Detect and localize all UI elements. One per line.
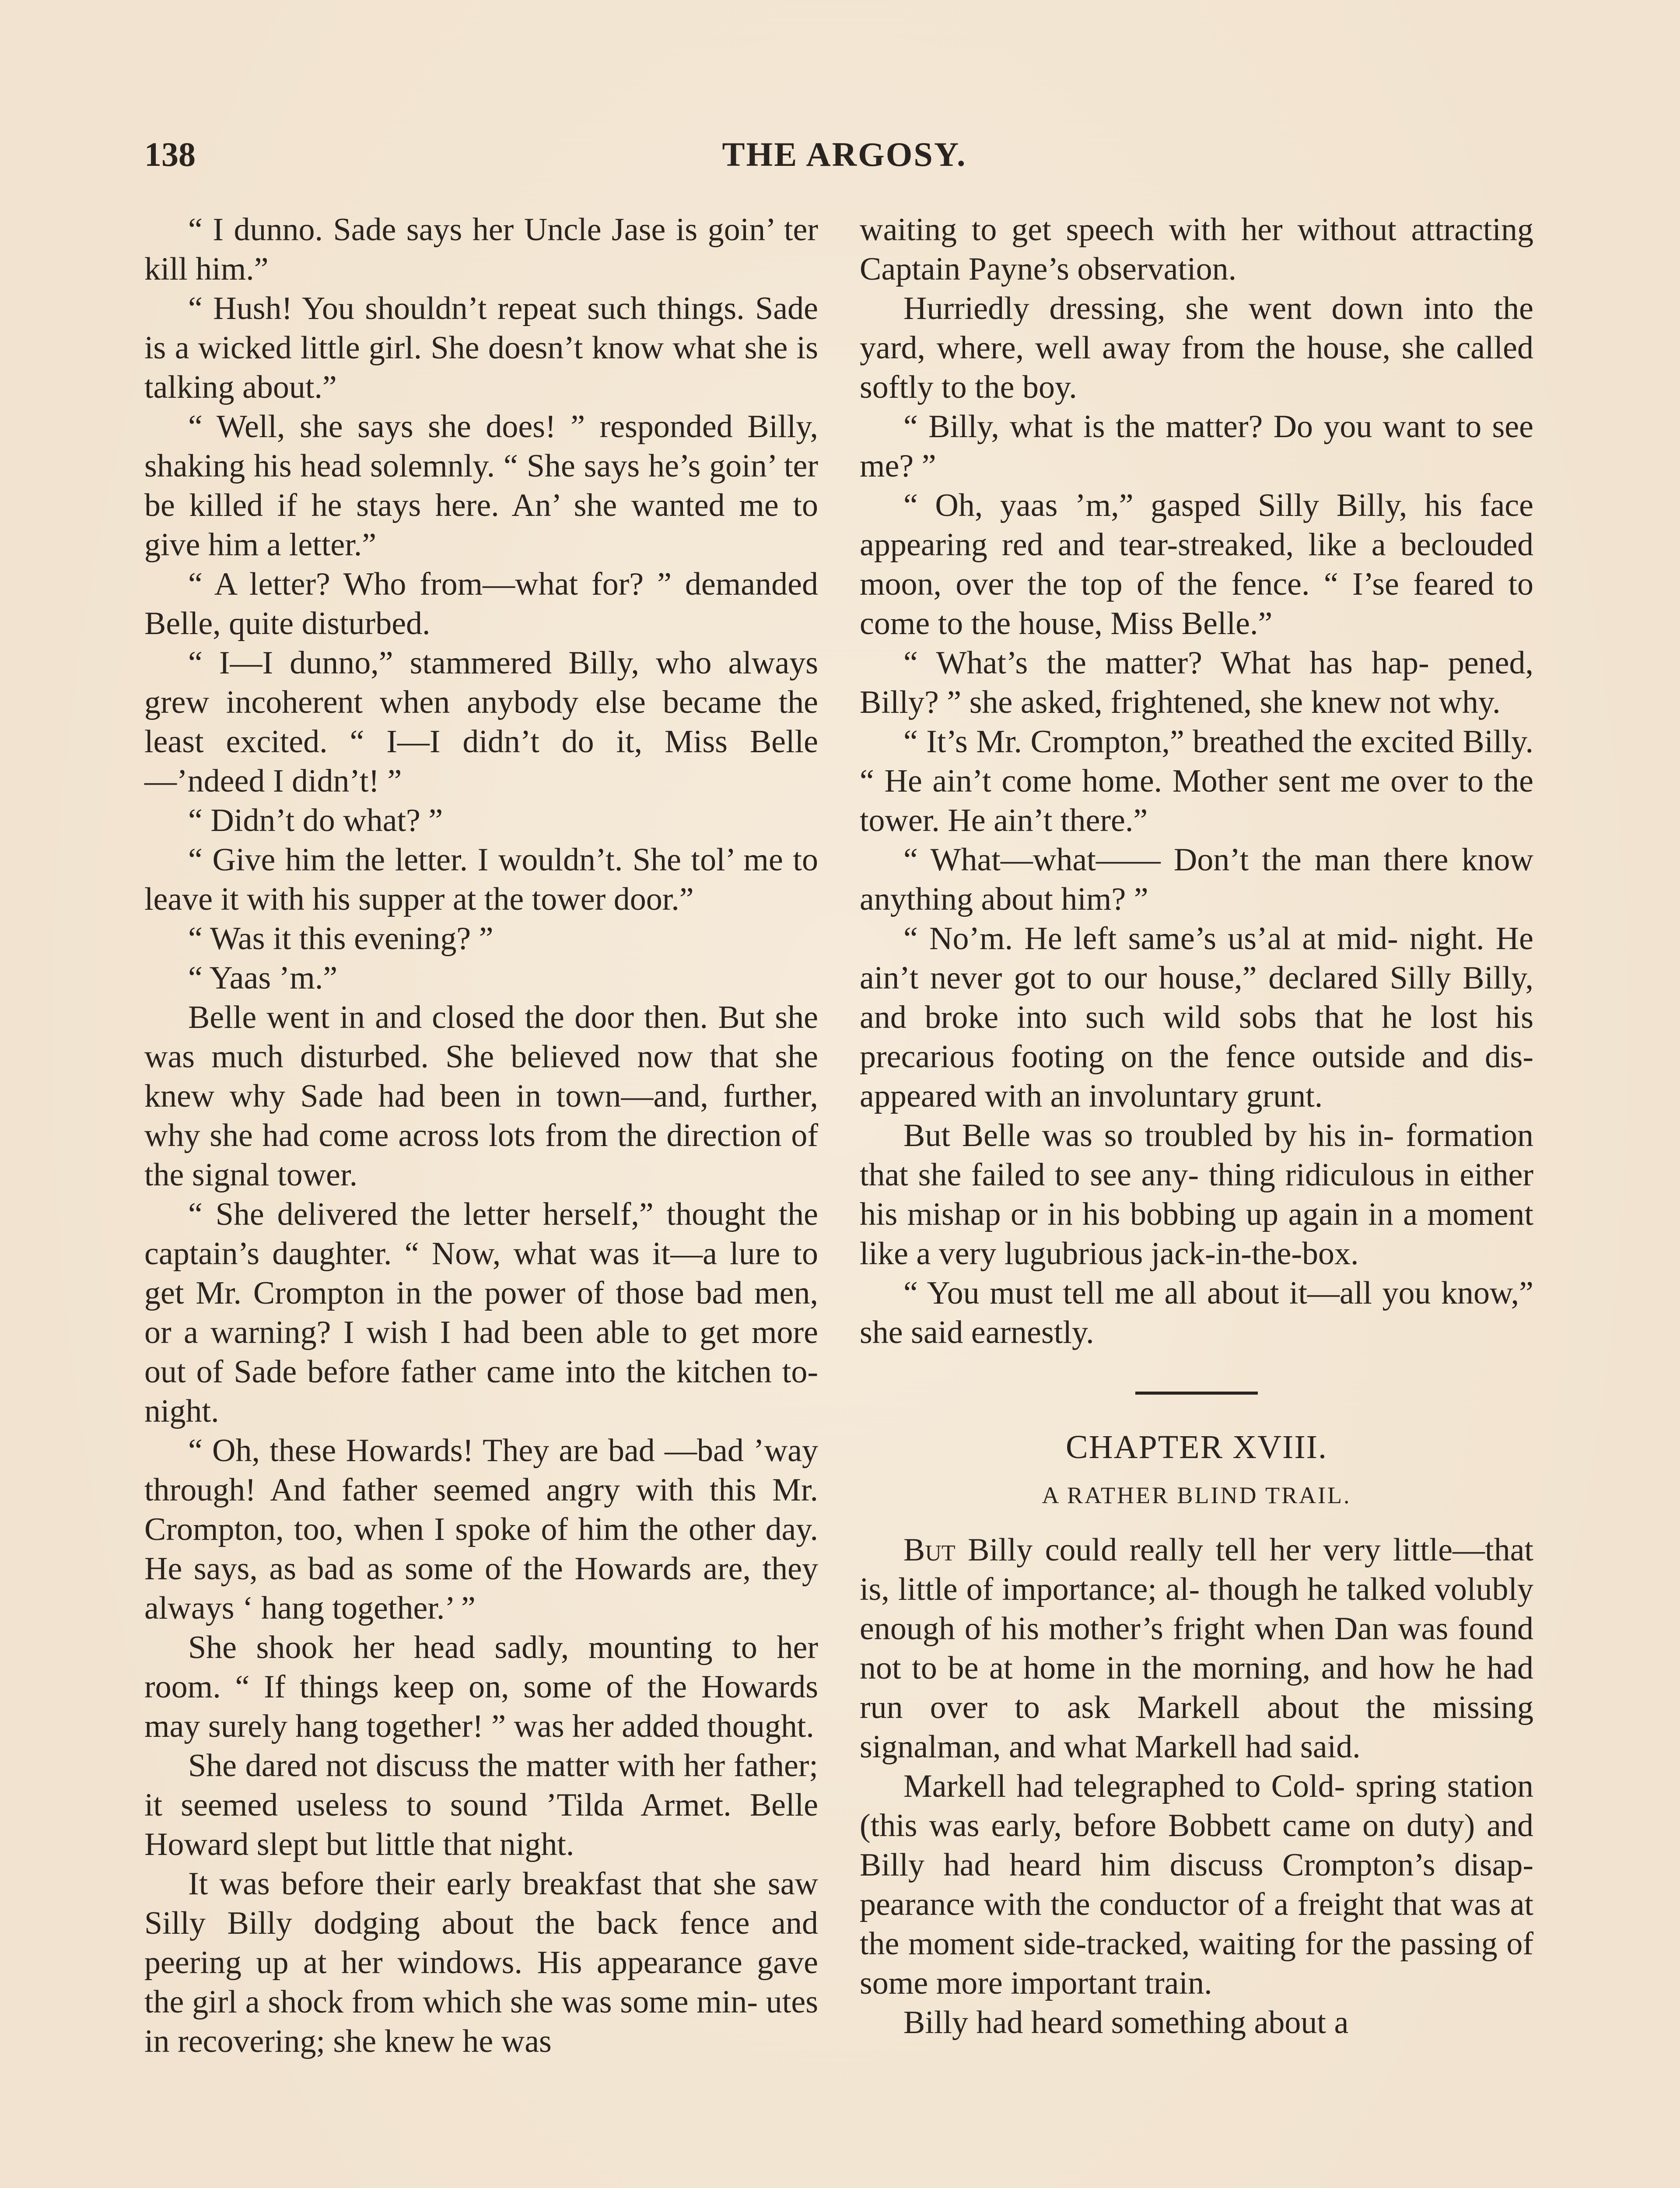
- paragraph: “ Yaas ’m.”: [188, 960, 338, 996]
- paragraph: “ I dunno. Sade says her Uncle Jase is goin’ ter kill him.”: [144, 212, 818, 287]
- paragraph: She shook her head sadly, mounting to her room. “ If things keep on, some of the Howards may surely hang together! ” was her added thought.: [144, 1630, 818, 1744]
- paragraph: “ She delivered the letter herself,” thought the captain’s daughter. “ Now, what was it—a lure to get Mr. Crompton in the power of those bad men, or a warning? I wish I had been able to get more out of Sade before father came into the kitchen to-night.: [144, 1196, 818, 1429]
- chapter-opening-paragraph: [860, 1530, 1533, 1767]
- paragraph: “ What’s the matter? What has hap- pened, Billy? ” she asked, frightened, she knew not why.: [860, 645, 1533, 720]
- running-title: THE ARGOSY.: [722, 135, 967, 173]
- paragraph: “ Didn’t do what? ”: [188, 803, 443, 838]
- paragraph: “ It’s Mr. Crompton,” breathed the excited Billy. “ He ain’t come home. Mother sent me over to the tower. He ain’t there.”: [860, 724, 1533, 838]
- right-column: [860, 210, 1533, 2042]
- paragraph: But Belle was so troubled by his in- formation that she failed to see any- thing ridiculous in either his mishap or in his bobbing up again in a moment like a very lugubrious jack-in-the-box.: [860, 1118, 1533, 1272]
- opening-word: But: [903, 1532, 956, 1568]
- chapter-heading: CHAPTER XVIII.: [1066, 1429, 1327, 1466]
- paragraph: “ A letter? Who from—what for? ” demanded Belle, quite disturbed.: [144, 566, 818, 642]
- opening-paragraph-text: Billy could really tell her very little—that is, little of importance; al- though he talked volubly enough of his mother’s fright when Dan was found not to be at home in the morning, and how he had run over to ask Markell about the missing signalman, and what Markell had said.: [860, 1532, 1533, 1765]
- paragraph: “ No’m. He left same’s us’al at mid- night. He ain’t never got to our house,” declared Silly Billy, and broke into such wild sobs that he lost his precarious footing on the fence outside and dis- appeared with an involuntary grunt.: [860, 921, 1533, 1114]
- paragraph: Hurriedly dressing, she went down into the yard, where, well away from the house, she called softly to the boy.: [860, 291, 1533, 405]
- paragraph: “ Hush! You shouldn’t repeat such things. Sade is a wicked little girl. She doesn’t know what she is talking about.”: [144, 291, 818, 405]
- paragraph: It was before their early breakfast that she saw Silly Billy dodging about the back fence and peering up at her windows. His appearance gave the girl a shock from which she was some min- utes in recovering; she knew he was: [144, 1866, 818, 2059]
- paragraph: “ Give him the letter. I wouldn’t. She tol’ me to leave it with his supper at the tower door.”: [144, 842, 818, 917]
- paragraph: Belle went in and closed the door then. But she was much disturbed. She believed now that she knew why Sade had been in town—and, further, why she had come across lots from the direction of the signal tower.: [144, 999, 818, 1193]
- paragraph: “ Oh, these Howards! They are bad —bad ’way through! And father seemed angry with this Mr. Crompton, too, when I spoke of him the other day. He says, as bad as some of the Howards are, they always ‘ hang together.’ ”: [144, 1433, 818, 1626]
- paragraph: “ Billy, what is the matter? Do you want to see me? ”: [860, 409, 1533, 484]
- paragraph: “ What—what—— Don’t the man there know anything about him? ”: [860, 842, 1533, 917]
- page-number: 138: [144, 135, 196, 173]
- page-header: [144, 130, 1544, 179]
- left-column: [144, 210, 818, 2061]
- section-divider: [1135, 1392, 1258, 1395]
- paragraph: She dared not discuss the matter with her father; it seemed useless to sound ’Tilda Armet. Belle Howard slept but little that night.: [144, 1748, 818, 1862]
- paragraph: Markell had telegraphed to Cold- spring station (this was early, before Bobbett came on duty) and Billy had heard him discuss Crompton’s disap- pearance with the conductor of a freight that was at the moment side-tracked, waiting for the passing of some more important train.: [860, 1768, 1533, 2001]
- chapter-subtitle: A RATHER BLIND TRAIL.: [1042, 1482, 1351, 1508]
- paragraph: Billy had heard something about a: [903, 2005, 1349, 2041]
- paragraph: “ Well, she says she does! ” responded Billy, shaking his head solemnly. “ She says he’s goin’ ter be killed if he stays here. An’ she wanted me to give him a letter.”: [144, 409, 818, 563]
- paragraph: “ Was it this evening? ”: [188, 921, 494, 957]
- paragraph: “ Oh, yaas ’m,” gasped Silly Billy, his face appearing red and tear-streaked, like a beclouded moon, over the top of the fence. “ I’se feared to come to the house, Miss Belle.”: [860, 487, 1533, 642]
- paragraph: “ I—I dunno,” stammered Billy, who always grew incoherent when anybody else became the least excited. “ I—I didn’t do it, Miss Belle—’ndeed I didn’t! ”: [144, 645, 818, 799]
- paragraph: “ You must tell me all about it—all you know,” she said earnestly.: [860, 1275, 1533, 1350]
- paragraph-continued: waiting to get speech with her without attracting Captain Payne’s observation.: [860, 212, 1533, 287]
